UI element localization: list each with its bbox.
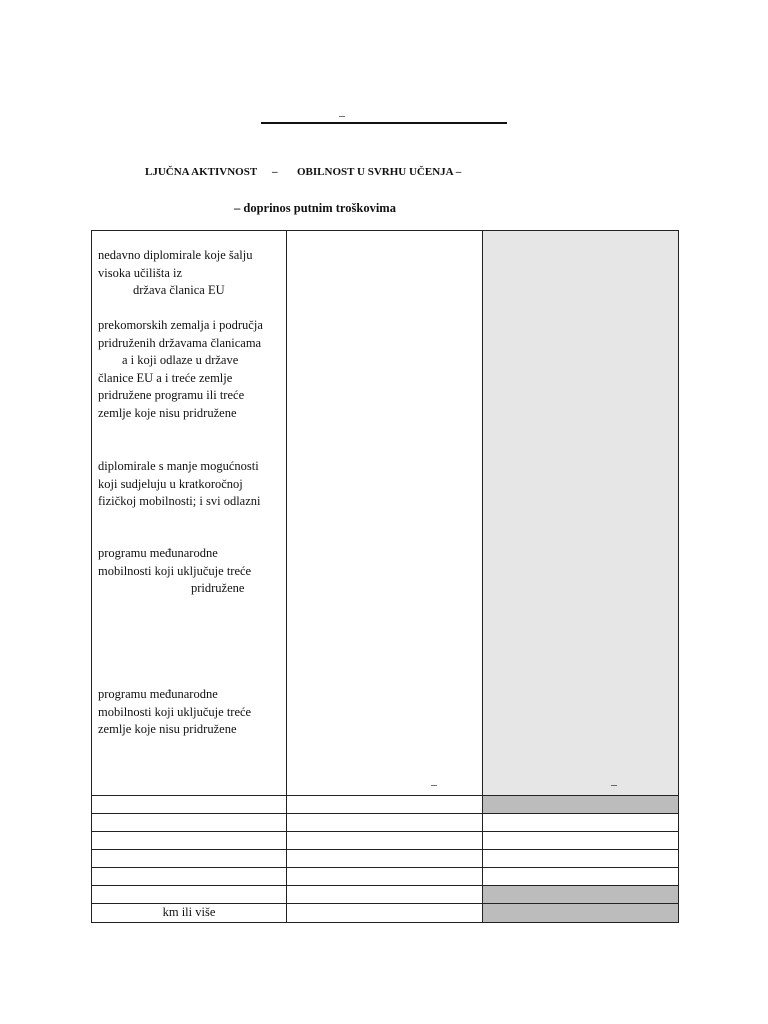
- green-travel-column-cell: [483, 231, 679, 796]
- subheading: – doprinos putnim troškovima: [234, 201, 396, 215]
- paragraph-overseas-countries: prekomorskih zemalja i područja pridruženih državama članicama a i koji odlaze u države članice EU a i treće zemlje pridružene programu ili treće zemlje koje nisu pridružene: [98, 318, 263, 420]
- top-rule: [261, 122, 507, 124]
- heading-right: OBILNOST U SVRHU UČENJA –: [297, 166, 462, 178]
- paragraph-international-non-associated: programu međunarodne mobilnosti koji uključuje treće zemlje koje nisu pridružene: [98, 687, 252, 736]
- table-header-row: [92, 231, 679, 796]
- travel-costs-table: [91, 230, 679, 923]
- table-row: [92, 796, 679, 814]
- top-dash: –: [339, 108, 345, 122]
- paragraph-international-associated: programu međunarodne mobilnosti koji uključuje treće pridružene: [98, 546, 252, 595]
- category-column-cell: [92, 231, 287, 796]
- green-travel-column-dash: –: [611, 776, 617, 791]
- table-row: [92, 832, 679, 850]
- paragraph-fewer-opportunities: diplomirale s manje mogućnosti koji sudjeluju u kratkoročnoj fizičkoj mobilnosti; i svi odlazni: [98, 459, 261, 508]
- distance-label: km ili više: [92, 904, 287, 923]
- heading-dash: –: [272, 166, 278, 178]
- table-row-last: [92, 904, 679, 923]
- table-row: [92, 868, 679, 886]
- paragraph-recent-graduates: nedavno diplomirale koje šalju visoka učilišta iz država članica EU: [98, 248, 253, 297]
- table-row: [92, 850, 679, 868]
- table-row: [92, 886, 679, 904]
- amount-column-cell: [287, 231, 483, 796]
- heading-left: LJUČNA AKTIVNOST: [145, 166, 258, 178]
- table-row: [92, 814, 679, 832]
- amount-column-dash: –: [431, 776, 437, 791]
